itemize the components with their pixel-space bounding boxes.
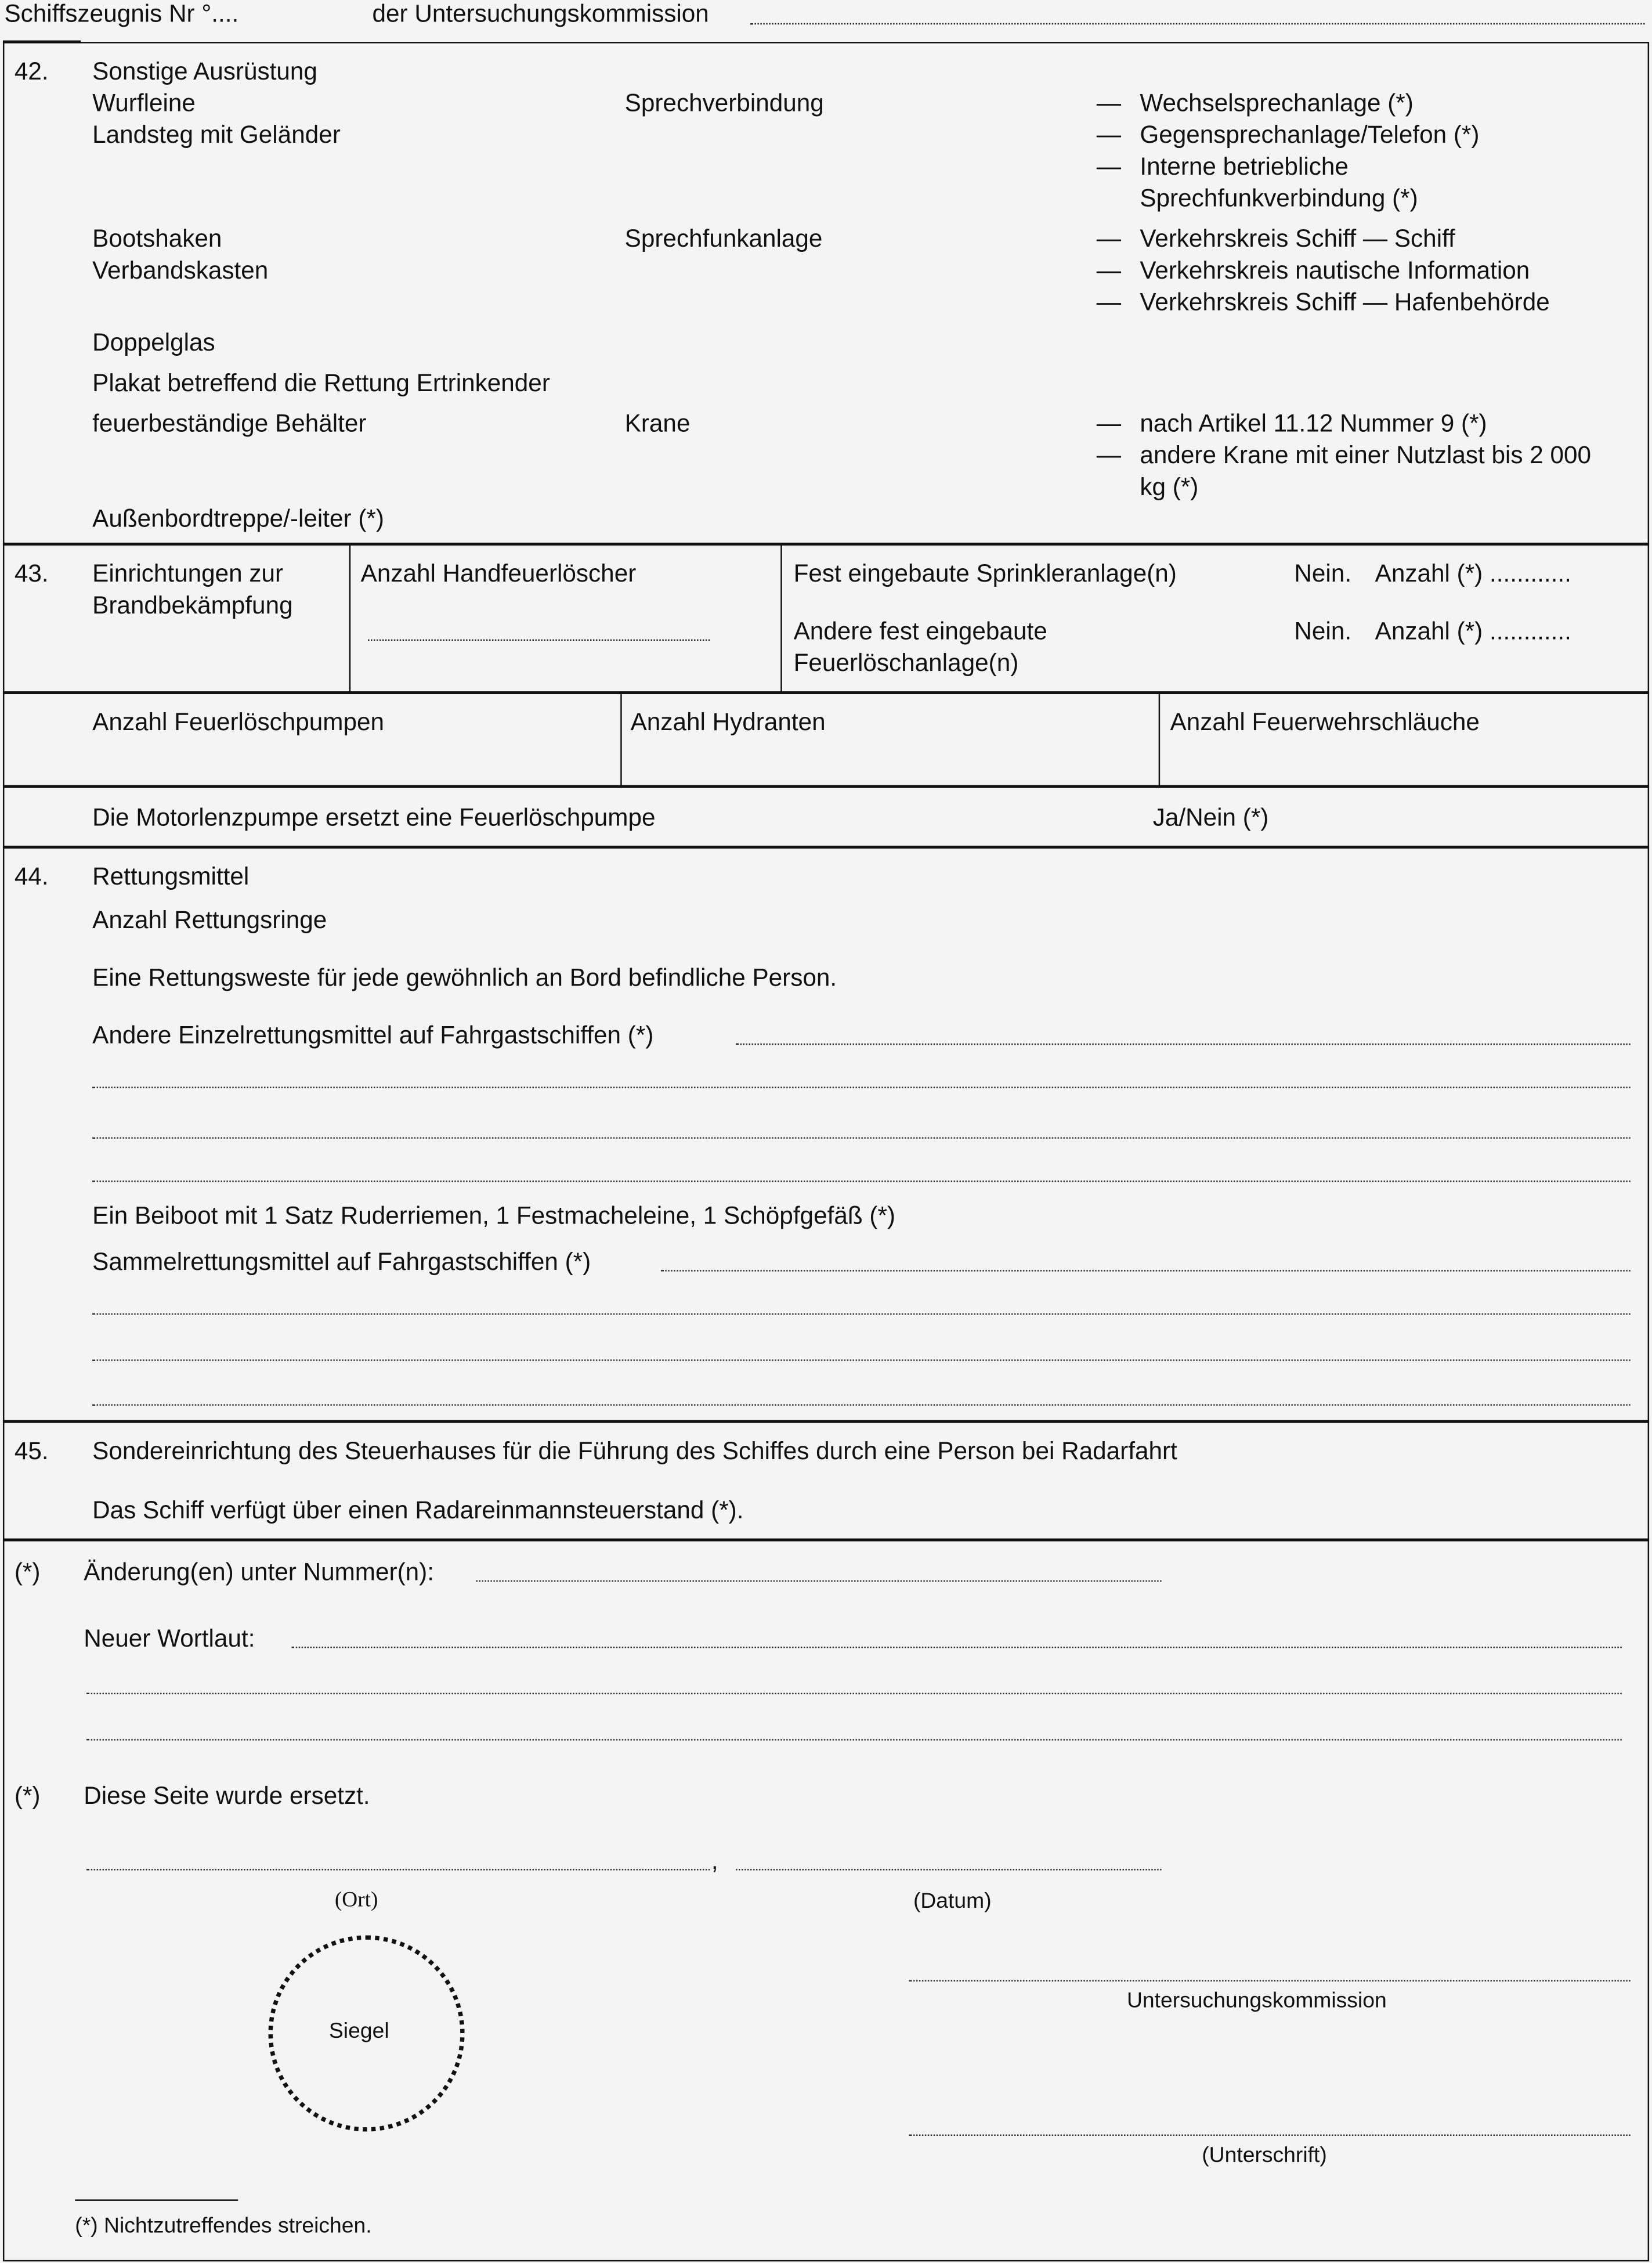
- dash: —: [1096, 410, 1122, 438]
- sammelrettungsmittel-field[interactable]: [661, 1270, 1631, 1271]
- section-43-title-2: Brandbekämpfung: [92, 591, 293, 619]
- item-plakat: Plakat betreffend die Rettung Ertrinkender: [92, 369, 550, 397]
- option-interne: Interne betriebliche: [1140, 153, 1349, 181]
- section-43-number: 43.: [14, 560, 49, 588]
- divider: [1159, 693, 1160, 787]
- divider: [3, 846, 1649, 849]
- sprinkler-nein[interactable]: Nein.: [1294, 560, 1352, 588]
- sprinkler-anzahl[interactable]: Anzahl (*) ............: [1375, 560, 1571, 588]
- section-44-number: 44.: [14, 862, 49, 891]
- einzelrettungsmittel-field[interactable]: [736, 1044, 1631, 1045]
- einzelrettungsmittel-field[interactable]: [92, 1087, 1631, 1088]
- section-45-number: 45.: [14, 1437, 49, 1465]
- sammelrettungsmittel-field[interactable]: [92, 1313, 1631, 1315]
- new-wording-field[interactable]: [86, 1693, 1622, 1694]
- sprinkler-label: Fest eingebaute Sprinkleranlage(n): [793, 560, 1177, 588]
- section-42-number: 42.: [14, 57, 49, 85]
- item-sprechfunkanlage: Sprechfunkanlage: [624, 225, 823, 253]
- item-verbandskasten: Verbandskasten: [92, 257, 269, 284]
- sammelrettungsmittel-field[interactable]: [92, 1359, 1631, 1360]
- dash: —: [1096, 288, 1122, 316]
- dash: —: [1096, 441, 1122, 470]
- place-field[interactable]: [86, 1869, 710, 1870]
- option-gegensprechanlage: Gegensprechanlage/Telefon (*): [1140, 121, 1480, 149]
- sammelrettungsmittel-field[interactable]: [92, 1404, 1631, 1405]
- footnote-marker: (*): [14, 1782, 41, 1810]
- footnote-marker: (*): [14, 1558, 41, 1586]
- commission-caption: Untersuchungskommission: [1126, 1988, 1387, 2013]
- divider: [3, 1539, 1649, 1542]
- commission-signature-field[interactable]: [909, 1980, 1630, 1981]
- hydranten-label: Anzahl Hydranten: [630, 708, 826, 737]
- andere-anlage-label: Andere fest eingebaute: [793, 618, 1047, 645]
- option-nautische-information: Verkehrskreis nautische Information: [1140, 257, 1530, 284]
- divider: [349, 544, 350, 692]
- seal-label: Siegel: [328, 2019, 389, 2044]
- item-bootshaken: Bootshaken: [92, 225, 222, 253]
- changes-field[interactable]: [476, 1580, 1162, 1582]
- dash: —: [1096, 225, 1122, 253]
- motorlenzpumpe-ja-nein[interactable]: Ja/Nein (*): [1152, 803, 1269, 832]
- radar-steuerstand-label: Das Schiff verfügt über einen Radareinmannsteuerstand (*).: [92, 1496, 744, 1524]
- item-doppelglas: Doppelglas: [92, 329, 215, 357]
- option-wechselsprechanlage: Wechselsprechanlage (*): [1140, 89, 1414, 117]
- commission-field[interactable]: [750, 23, 1645, 24]
- footnote-rule: [75, 2199, 238, 2200]
- divider: [780, 544, 782, 692]
- option-sprechfunkverbindung: Sprechfunkverbindung (*): [1140, 185, 1418, 212]
- new-wording-field[interactable]: [291, 1647, 1622, 1648]
- place-caption: (Ort): [334, 1889, 378, 1912]
- dash: —: [1096, 89, 1122, 117]
- feuerwehrschlaeuche-label: Anzahl Feuerwehrschläuche: [1170, 708, 1480, 737]
- divider: [3, 1420, 1649, 1423]
- option-kg: kg (*): [1140, 473, 1199, 501]
- dash: —: [1096, 121, 1122, 149]
- dash: —: [1096, 257, 1122, 284]
- handfeuerloescher-label: Anzahl Handfeuerlöscher: [360, 560, 637, 588]
- comma: ,: [711, 1847, 718, 1875]
- page-replaced-label: Diese Seite wurde ersetzt.: [84, 1782, 370, 1810]
- beiboot-label: Ein Beiboot mit 1 Satz Ruderriemen, 1 Festmacheleine, 1 Schöpfgefäß (*): [92, 1202, 896, 1230]
- item-krane: Krane: [624, 410, 691, 438]
- dash: —: [1096, 153, 1122, 181]
- andere-anlage-nein[interactable]: Nein.: [1294, 618, 1352, 645]
- item-landsteg: Landsteg mit Geländer: [92, 121, 341, 149]
- option-schiff-schiff: Verkehrskreis Schiff — Schiff: [1140, 225, 1455, 253]
- item-behaelter: feuerbeständige Behälter: [92, 410, 367, 438]
- einzelrettungsmittel-field[interactable]: [92, 1181, 1631, 1182]
- sammelrettungsmittel-label: Sammelrettungsmittel auf Fahrgastschiffen (*): [92, 1248, 591, 1276]
- item-wurfleine: Wurfleine: [92, 89, 196, 117]
- einzelrettungsmittel-field[interactable]: [92, 1137, 1631, 1138]
- handfeuerloescher-field[interactable]: [368, 640, 710, 641]
- signature-field[interactable]: [909, 2135, 1630, 2136]
- option-hafenbehoerde: Verkehrskreis Schiff — Hafenbehörde: [1140, 288, 1550, 316]
- andere-anlage-anzahl[interactable]: Anzahl (*) ............: [1375, 618, 1571, 645]
- footnote-text: (*) Nichtzutreffendes streichen.: [75, 2214, 372, 2239]
- andere-anlage-label-2: Feuerlöschanlage(n): [793, 649, 1019, 677]
- new-wording-label: Neuer Wortlaut:: [84, 1625, 255, 1653]
- section-44-title: Rettungsmittel: [92, 862, 250, 891]
- divider: [3, 691, 1649, 694]
- item-sprechverbindung: Sprechverbindung: [624, 89, 824, 117]
- rettungsringe-label: Anzahl Rettungsringe: [92, 906, 327, 934]
- divider: [3, 785, 1649, 788]
- option-artikel: nach Artikel 11.12 Nummer 9 (*): [1140, 410, 1487, 438]
- signature-caption: (Unterschrift): [1202, 2143, 1327, 2168]
- certificate-number-label: Schiffszeugnis Nr °....: [4, 0, 239, 28]
- new-wording-field[interactable]: [86, 1739, 1622, 1740]
- feuerloeschpumpen-label: Anzahl Feuerlöschpumpen: [92, 708, 384, 737]
- item-aussenbordtreppe: Außenbordtreppe/-leiter (*): [92, 505, 384, 533]
- divider: [3, 543, 1649, 546]
- divider: [620, 693, 621, 787]
- option-andere-krane: andere Krane mit einer Nutzlast bis 2 000: [1140, 441, 1592, 470]
- section-45-title: Sondereinrichtung des Steuerhauses für die Führung des Schiffes durch eine Person bei Radarfahrt: [92, 1437, 1177, 1465]
- section-43-title: Einrichtungen zur: [92, 560, 284, 588]
- commission-label: der Untersuchungskommission: [372, 0, 709, 28]
- changes-label: Änderung(en) unter Nummer(n):: [84, 1558, 435, 1586]
- rettungsweste-label: Eine Rettungsweste für jede gewöhnlich an Bord befindliche Person.: [92, 963, 837, 992]
- motorlenzpumpe-label: Die Motorlenzpumpe ersetzt eine Feuerlöschpumpe: [92, 803, 656, 832]
- date-caption: (Datum): [913, 1889, 992, 1914]
- einzelrettungsmittel-label: Andere Einzelrettungsmittel auf Fahrgastschiffen (*): [92, 1022, 654, 1049]
- date-field[interactable]: [736, 1869, 1162, 1870]
- section-42-title: Sonstige Ausrüstung: [92, 57, 317, 85]
